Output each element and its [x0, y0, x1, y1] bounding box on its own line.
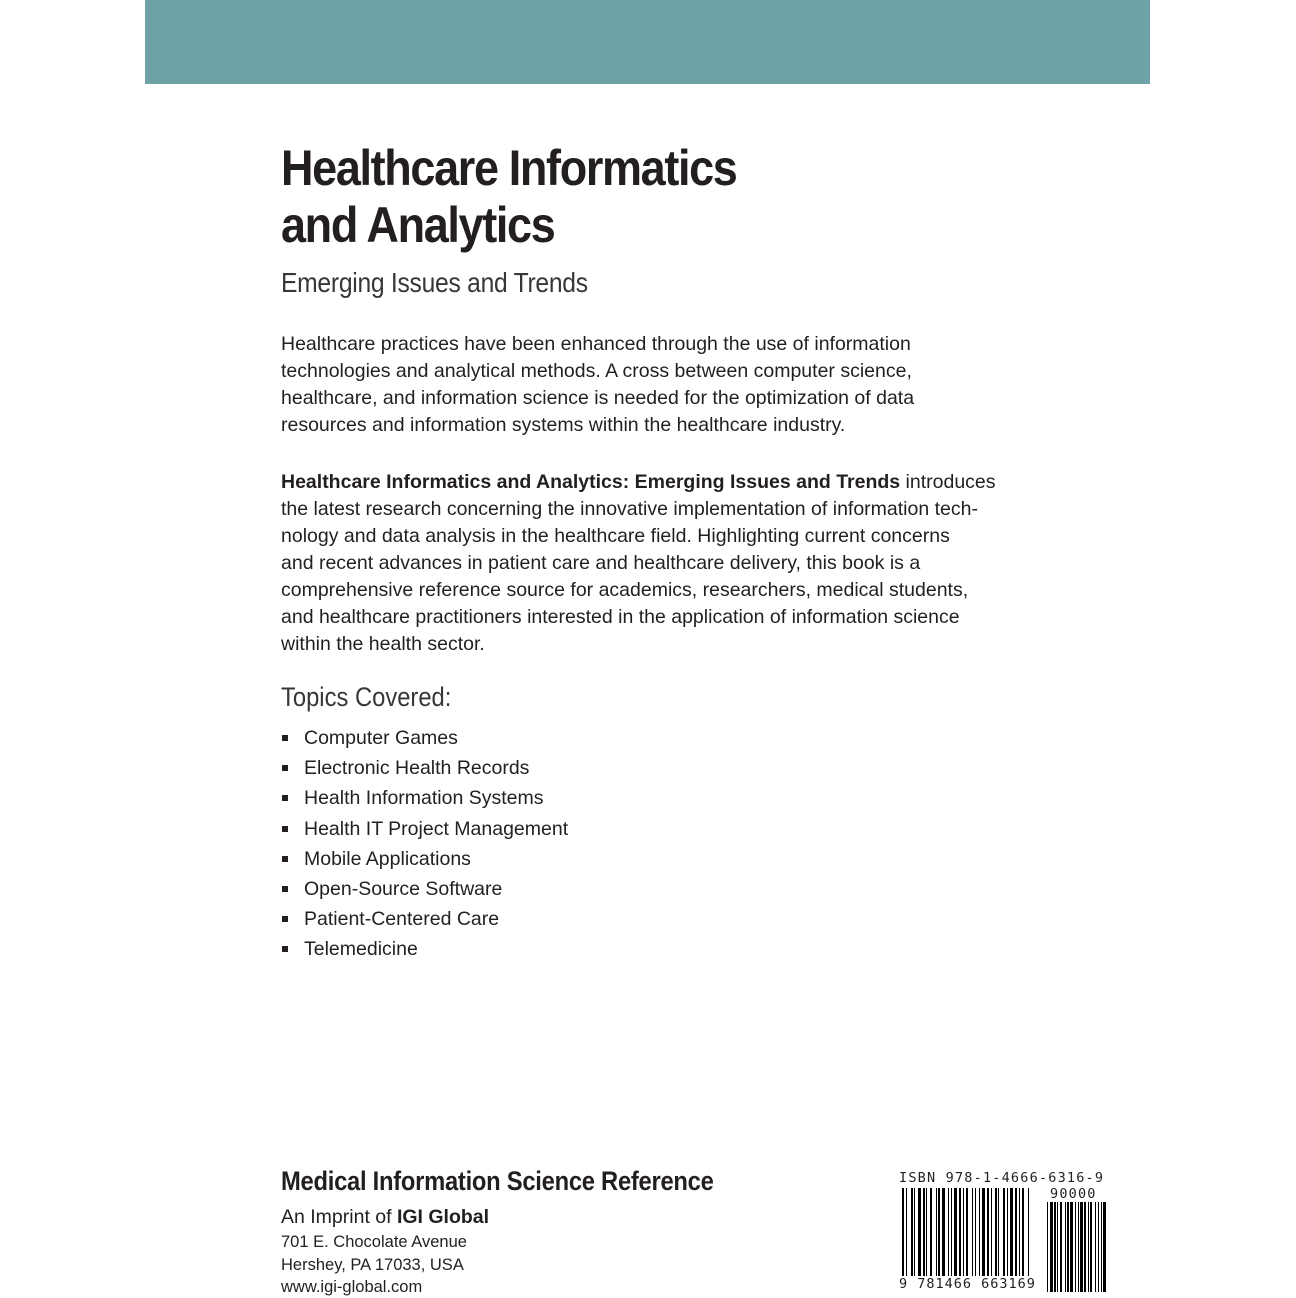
publisher-address-city: Hershey, PA 17033, USA [281, 1256, 464, 1274]
barcode-bar [1010, 1188, 1013, 1284]
topic-label: Patient-Centered Care [304, 908, 500, 931]
barcode-bar [942, 1188, 945, 1284]
topic-item [281, 783, 568, 813]
barcode-bar [1022, 1188, 1024, 1284]
imprint-title: Medical Information Science Reference [281, 1166, 714, 1196]
addon-bar [1103, 1202, 1106, 1292]
addon-bar [1057, 1202, 1058, 1292]
bullet-icon [282, 886, 288, 892]
imprint-prefix: An Imprint of [281, 1206, 397, 1228]
publisher-name: IGI Global [396, 1206, 490, 1228]
barcode-bar [959, 1188, 961, 1284]
barcode-bar [926, 1188, 927, 1284]
barcode-bar [1015, 1188, 1017, 1284]
ean-digits: 9 781466 663169 [899, 1276, 1036, 1292]
description-paragraph-1 [281, 331, 1021, 439]
topic-label: Health IT Project Management [304, 817, 569, 840]
addon-bar [1078, 1202, 1079, 1292]
topic-item [281, 844, 568, 874]
barcode-bar [995, 1188, 997, 1284]
addon-bar [1065, 1202, 1066, 1292]
barcode-bar [998, 1188, 999, 1284]
addon-bar [1047, 1202, 1048, 1292]
barcode-bar [938, 1188, 940, 1284]
p2-line: within the health sector. [281, 633, 485, 655]
imprint-line [281, 1205, 489, 1229]
isbn-label: ISBN 978-1-4666-6316-9 [899, 1170, 1105, 1186]
book-subtitle: Emerging Issues and Trends [281, 267, 588, 298]
bullet-icon [282, 765, 288, 771]
description-paragraph-2 [281, 469, 1021, 658]
p2-line: and healthcare practitioners interested in the application of information science [281, 606, 960, 628]
barcode-bar [1007, 1188, 1008, 1284]
barcode-bar [987, 1188, 989, 1284]
topics-heading: Topics Covered: [281, 682, 452, 712]
p2-line: nology and data analysis in the healthcare field. Highlighting current concerns [281, 525, 950, 547]
addon-bar [1080, 1202, 1083, 1292]
topic-label: Telemedicine [304, 938, 418, 961]
topic-label: Mobile Applications [304, 847, 471, 870]
bullet-icon [282, 856, 288, 862]
barcode-bar [902, 1188, 904, 1284]
barcode-bar [954, 1188, 957, 1284]
barcode-bar [936, 1188, 937, 1284]
barcode-bar [948, 1188, 949, 1284]
addon-bar [1088, 1202, 1089, 1292]
addon-bar [1067, 1202, 1069, 1292]
topic-item [281, 934, 568, 964]
addon-bar [1095, 1202, 1096, 1292]
topic-label: Health Information Systems [304, 787, 544, 810]
publisher-website: www.igi-global.com [281, 1278, 423, 1296]
barcode-bar [914, 1188, 915, 1284]
p1-line: healthcare, and information science is needed for the optimization of data [281, 387, 915, 409]
barcode-bar [979, 1188, 980, 1284]
topic-item [281, 814, 568, 844]
barcode-bar [906, 1188, 907, 1284]
barcode-bar [923, 1188, 925, 1284]
bullet-icon [282, 826, 288, 832]
topics-list [281, 723, 568, 965]
p1-line: Healthcare practices have been enhanced through the use of information [281, 333, 911, 355]
barcode-bar [975, 1188, 976, 1284]
barcode-bar [972, 1188, 973, 1284]
book-title [281, 140, 736, 254]
barcode-bar [991, 1188, 992, 1284]
publisher-address-street: 701 E. Chocolate Avenue [281, 1233, 467, 1251]
barcode-bar [963, 1188, 964, 1284]
title-line-2: and Analytics [281, 197, 555, 253]
barcode-bar [930, 1188, 932, 1284]
addon-bar [1050, 1202, 1053, 1292]
topic-label: Open-Source Software [304, 878, 503, 901]
topic-item [281, 904, 568, 934]
addon-bar [1101, 1202, 1102, 1292]
barcode-addon-number: 90000 [1050, 1186, 1097, 1202]
barcode-bar [1003, 1188, 1005, 1284]
addon-bar [1060, 1202, 1062, 1292]
addon-bar [1054, 1202, 1056, 1292]
addon-bar [1070, 1202, 1073, 1292]
p2-first-rest: introduces [900, 471, 996, 493]
barcode-bar [966, 1188, 968, 1284]
title-line-1: Healthcare Informatics [281, 140, 737, 196]
topic-label: Electronic Health Records [304, 757, 530, 780]
barcode-bar [951, 1188, 952, 1284]
bullet-icon [282, 735, 288, 741]
p1-line: resources and information systems within the healthcare industry. [281, 414, 846, 436]
topic-label: Computer Games [304, 727, 458, 750]
cover-color-band [145, 0, 1150, 84]
bullet-icon [282, 946, 288, 952]
p2-bold-title: Healthcare Informatics and Analytics: Emerging Issues and Trends [281, 471, 901, 493]
topic-item [281, 723, 568, 753]
barcode-bar [911, 1188, 913, 1284]
p2-first-line [281, 469, 1021, 496]
p2-line: and recent advances in patient care and healthcare delivery, this book is a [281, 552, 921, 574]
p2-line: the latest research concerning the innovative implementation of information tech- [281, 498, 978, 520]
topic-item [281, 874, 568, 904]
addon-bar [1084, 1202, 1086, 1292]
addon-bar [1090, 1202, 1092, 1292]
topic-item [281, 753, 568, 783]
barcode-bar [918, 1188, 921, 1284]
addon-bar [1098, 1202, 1099, 1292]
barcode-bar [1019, 1188, 1020, 1284]
p2-line: comprehensive reference source for academics, researchers, medical students, [281, 579, 969, 601]
p1-line: technologies and analytical methods. A cross between computer science, [281, 360, 912, 382]
barcode-bar [1028, 1188, 1029, 1284]
bullet-icon [282, 916, 288, 922]
addon-bar [1075, 1202, 1076, 1292]
barcode-bar [982, 1188, 985, 1284]
bullet-icon [282, 795, 288, 801]
